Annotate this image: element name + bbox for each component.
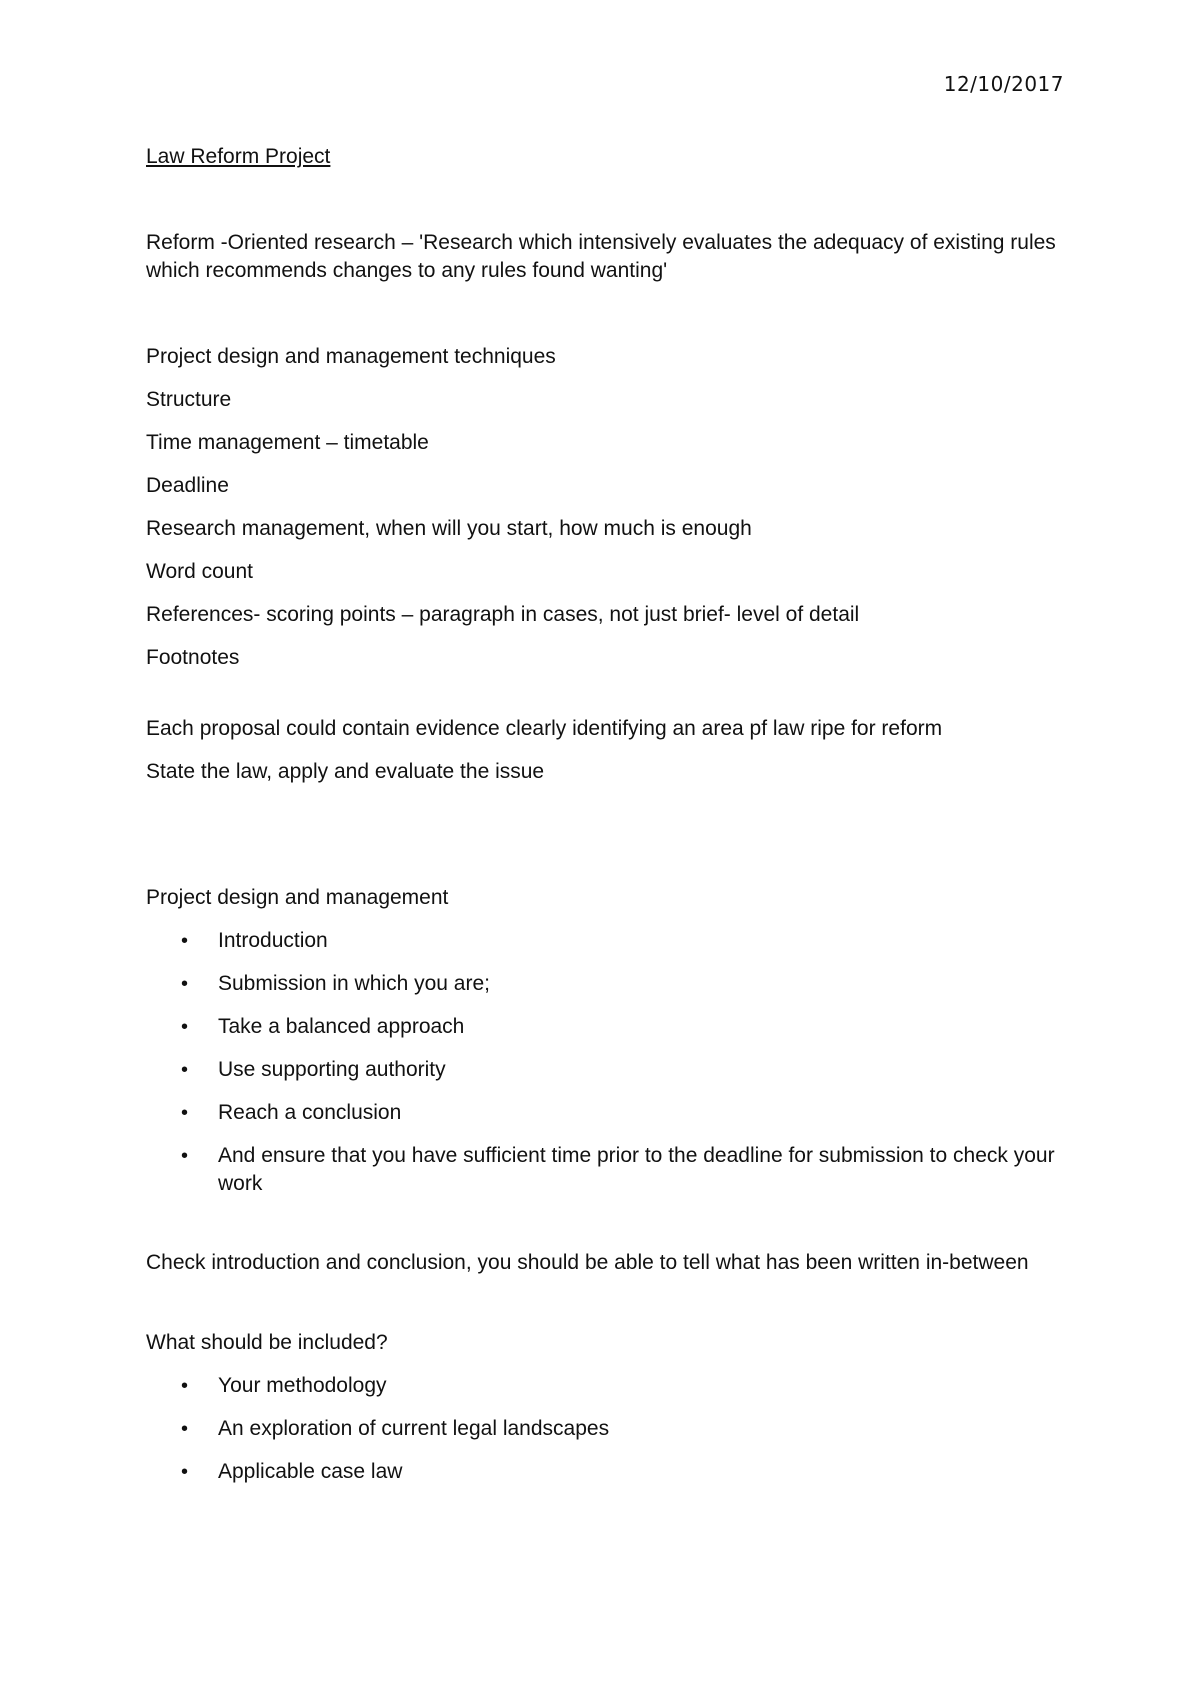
- document-date: 12/10/2017: [943, 72, 1064, 96]
- bullet-icon: •: [181, 1418, 189, 1440]
- bullet-icon: •: [181, 973, 189, 995]
- bullet-icon: •: [181, 1375, 189, 1397]
- check-note: Check introduction and conclusion, you should be able to tell what has been written in-between: [146, 1251, 1029, 1274]
- included-heading: What should be included?: [146, 1331, 388, 1354]
- list-item: • Use supporting authority: [146, 1056, 1066, 1084]
- proposal-line: State the law, apply and evaluate the issue: [146, 760, 545, 783]
- list-item: • Your methodology: [146, 1372, 1066, 1400]
- techniques-line: Time management – timetable: [146, 431, 429, 454]
- document-title: Law Reform Project: [146, 145, 331, 168]
- techniques-line: Project design and management techniques: [146, 345, 556, 368]
- bullet-icon: •: [181, 1461, 189, 1483]
- document-body: [146, 143, 1066, 1501]
- techniques-line: Research management, when will you start, how much is enough: [146, 517, 752, 540]
- list-item: • Reach a conclusion: [146, 1099, 1066, 1127]
- list-item: • And ensure that you have sufficient time prior to the deadline for submission to check your work: [181, 1144, 1055, 1195]
- definition-paragraph: Reform -Oriented research – 'Research which intensively evaluates the adequacy of existing rules which recommends changes to any rules found wanting': [146, 231, 1056, 282]
- techniques-line: Deadline: [146, 474, 229, 497]
- techniques-list: [146, 343, 1066, 672]
- techniques-line: References- scoring points – paragraph in cases, not just brief- level of detail: [146, 603, 860, 626]
- list-item: • An exploration of current legal landscapes: [146, 1415, 1066, 1443]
- bullet-icon: •: [181, 1016, 189, 1038]
- list-item: • Take a balanced approach: [146, 1013, 1066, 1041]
- bullet-icon: •: [181, 1059, 189, 1081]
- bullet-icon: •: [181, 1145, 189, 1167]
- included-list: [146, 1372, 1066, 1486]
- list-item: • Introduction: [146, 927, 1066, 955]
- bullet-icon: •: [181, 1102, 189, 1124]
- techniques-line: Structure: [146, 388, 232, 411]
- proposal-line: Each proposal could contain evidence clearly identifying an area pf law ripe for reform: [146, 717, 943, 740]
- design-heading: Project design and management: [146, 886, 449, 909]
- list-item: • Submission in which you are;: [146, 970, 1066, 998]
- techniques-line: Footnotes: [146, 646, 240, 669]
- list-item: • Applicable case law: [146, 1458, 1066, 1486]
- design-list: [146, 927, 1066, 1198]
- proposal-section: [146, 715, 1066, 786]
- bullet-icon: •: [181, 930, 189, 952]
- techniques-line: Word count: [146, 560, 253, 583]
